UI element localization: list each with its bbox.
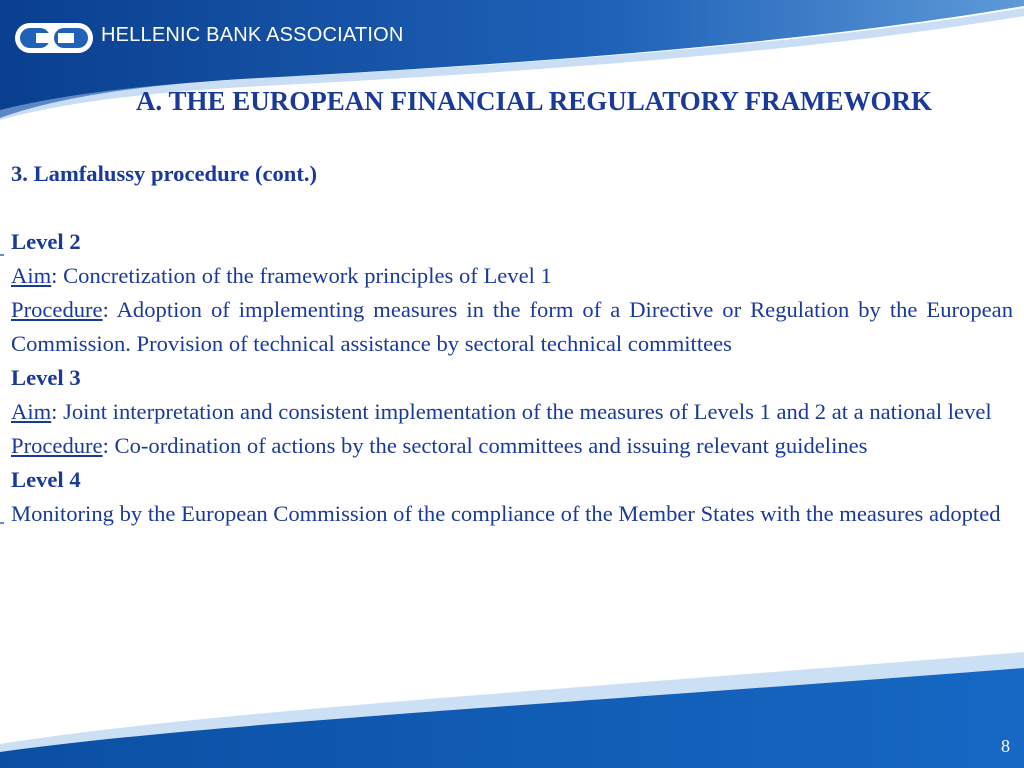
org-name: HELLENIC BANK ASSOCIATION [101, 24, 404, 46]
aim-label: Aim [11, 399, 52, 424]
spacer [11, 191, 1013, 225]
procedure-label: Procedure [11, 297, 103, 322]
margin-tick [0, 522, 4, 524]
page-number: 8 [1001, 736, 1010, 756]
aim-text: : Concretization of the framework principles of Level 1 [51, 263, 552, 288]
slide-content [11, 157, 1013, 531]
margin-tick [0, 254, 4, 256]
hba-logo-icon [14, 17, 94, 57]
aim-text: : Joint interpretation and consistent implementation of the measures of Levels 1 and 2 at a national level [51, 399, 992, 424]
footer-band [0, 668, 1024, 768]
procedure-text: : Co-ordination of actions by the sectoral committees and issuing relevant guidelines [102, 433, 868, 458]
slide-subtitle: 3. Lamfalussy procedure (cont.) [11, 161, 318, 186]
level-2-procedure [11, 293, 1013, 361]
procedure-text: : Adoption of implementing measures in the form of a Directive or Regulation by the European Commission. Provision of technical assistance by sectoral technical committees [11, 297, 1013, 356]
level-4-heading: Level 4 [11, 467, 81, 492]
level-2-aim [11, 259, 1013, 293]
procedure-label: Procedure [11, 433, 103, 458]
aim-label: Aim [11, 263, 52, 288]
level-3-aim [11, 395, 1013, 429]
level-3-procedure [11, 429, 1013, 463]
level-3-heading: Level 3 [11, 365, 81, 390]
level-2-heading: Level 2 [11, 229, 81, 254]
slide-title: A. THE EUROPEAN FINANCIAL REGULATORY FRAMEWORK [135, 86, 933, 116]
level-4-description: Monitoring by the European Commission of the compliance of the Member States with the measures adopted [11, 501, 1001, 526]
